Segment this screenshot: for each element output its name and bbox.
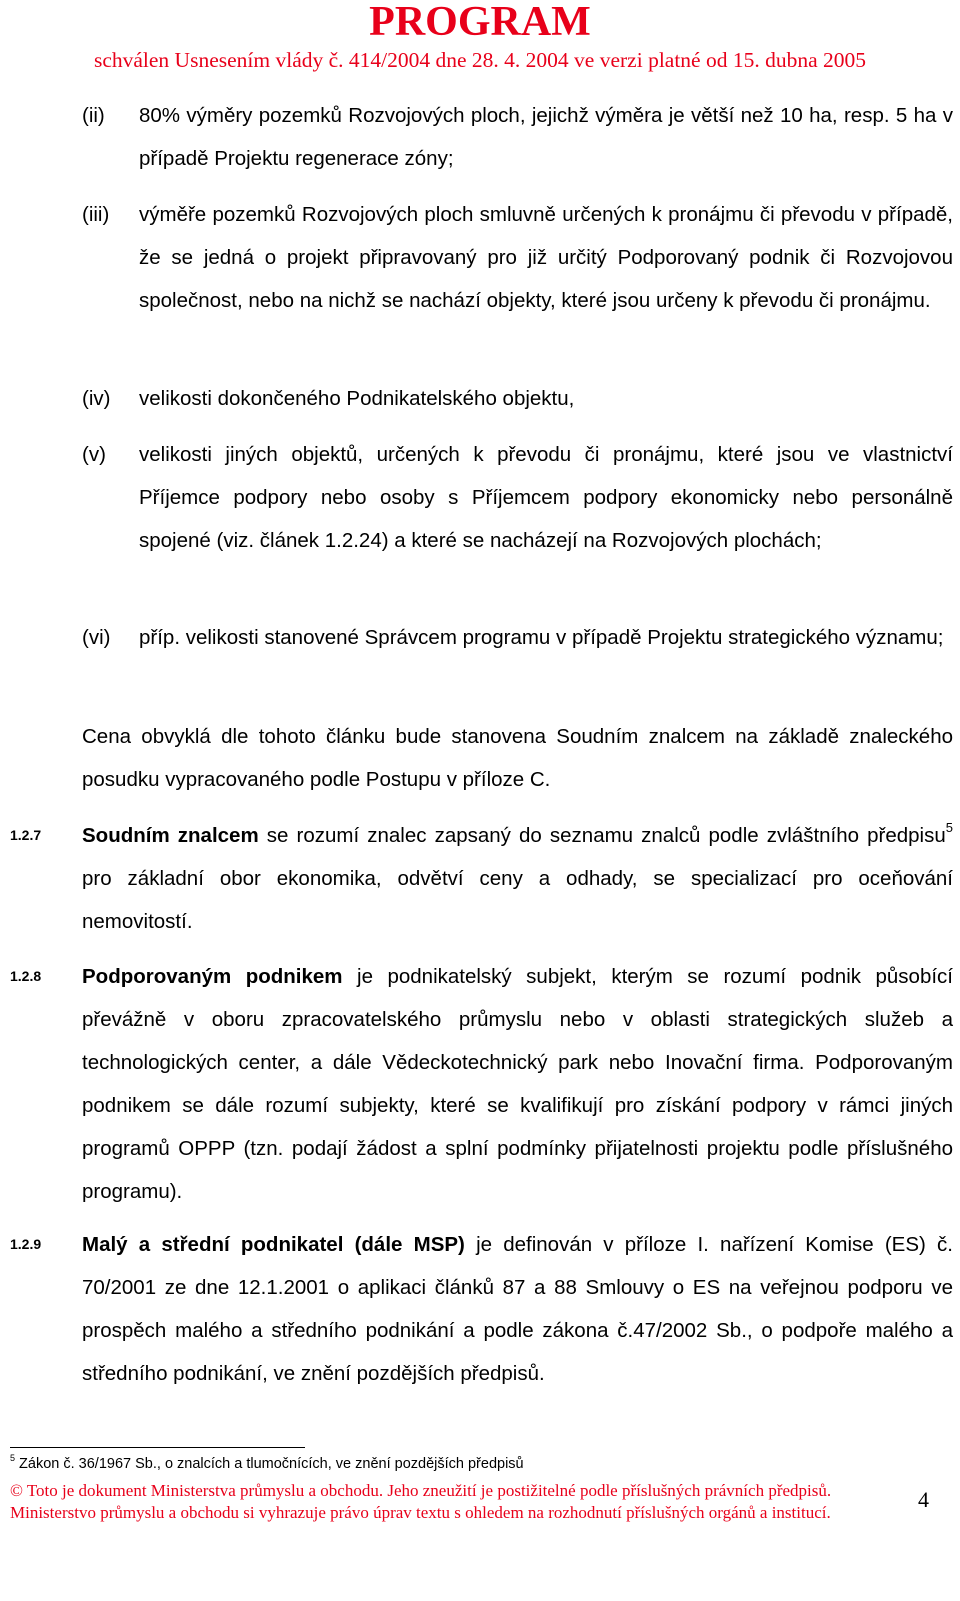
- section-text: [82, 1223, 953, 1395]
- section-body: je podnikatelský subjekt, kterým se rozumí podnik působící převážně v oboru zpracovatelského průmyslu nebo v oblasti strategických služeb a technologických center, a dále Vědeckotechnický park nebo Inovační firma. Podporovaným podnikem se dále rozumí subjekty, které se kvalifikují pro získání podpory v rámci jiných programů OPPP (tzn. podají žádost a splní podmínky přijatelnosti projektu podle příslušného programu).: [82, 965, 953, 1203]
- footnote-ref[interactable]: 5: [945, 820, 953, 836]
- section-body: se rozumí znalec zapsaný do seznamu znalců podle zvláštního předpisu: [258, 824, 946, 847]
- section-text: [82, 955, 953, 1213]
- list-item-text: příp. velikosti stanovené Správcem programu v případě Projektu strategického významu;: [139, 626, 944, 649]
- document-subtitle: schválen Usnesením vlády č. 414/2004 dne 28. 4. 2004 ve verzi platné od 15. dubna 2005: [93, 48, 867, 72]
- list-item-label: (ii): [82, 104, 105, 127]
- list-item-text: výměře pozemků Rozvojových ploch smluvně určených k pronájmu či převodu v případě, že se jedná o projekt připravovaný pro již určitý Podporovaný podnik či Rozvojovou společnost, nebo na nichž se nachází objekty, které jsou určeny k převodu či pronájmu.: [139, 203, 953, 312]
- section-body: je definován v příloze I. nařízení Komise (ES) č. 70/2001 ze dne 12.1.2001 o aplikaci článků 87 a 88 Smlouvy o ES na veřejnou podporu ve prospěch malého a středního podnikání a podle zákona č.47/2002 Sb., o podpoře malého a středního podnikání, ve znění pozdějších předpisů.: [82, 1233, 953, 1385]
- list-item-label: (vi): [82, 626, 111, 649]
- copyright-footer: [10, 1480, 900, 1523]
- section-number: 1.2.7: [10, 827, 42, 843]
- document-title: PROGRAM: [369, 0, 591, 45]
- defined-term: Malý a střední podnikatel (dále MSP): [82, 1233, 465, 1256]
- footer-line-2: Ministerstvo průmyslu a obchodu si vyhrazuje právo úprav textu s ohledem na rozhodnutí příslušných orgánů a institucí.: [10, 1503, 831, 1522]
- section-body: pro základní obor ekonomika, odvětví ceny a odhady, se specializací pro oceňování nemovitostí.: [82, 867, 953, 933]
- defined-term: Soudním znalcem: [82, 824, 259, 847]
- page-number: 4: [918, 1487, 929, 1512]
- list-item-label: (iv): [82, 387, 111, 410]
- footer-line-1: © Toto je dokument Ministerstva průmyslu a obchodu. Jeho zneužití je postižitelné podle příslušných právních předpisů.: [10, 1481, 832, 1500]
- list-item-label: (v): [82, 443, 106, 466]
- section-text: [82, 814, 953, 943]
- footnote: [10, 1455, 524, 1473]
- footnote-number: 5: [10, 1453, 16, 1464]
- closing-paragraph: Cena obvyklá dle tohoto článku bude stanovena Soudním znalcem na základě znaleckého posudku vypracovaného podle Postupu v příloze C.: [82, 725, 953, 791]
- section-number: 1.2.9: [10, 1236, 42, 1252]
- defined-term: Podporovaným podnikem: [82, 965, 343, 988]
- list-item-text: 80% výměry pozemků Rozvojových ploch, jejichž výměra je větší než 10 ha, resp. 5 ha v případě Projektu regenerace zóny;: [139, 104, 953, 170]
- list-item-text: velikosti jiných objektů, určených k převodu či pronájmu, které jsou ve vlastnictví Příjemce podpory nebo osoby s Příjemcem podpory ekonomicky nebo personálně spojené (viz. článek 1.2.24) a které se nacházejí na Rozvojových plochách;: [139, 443, 953, 552]
- footnote-separator: [10, 1447, 305, 1448]
- section-number: 1.2.8: [10, 968, 42, 984]
- list-item-text: velikosti dokončeného Podnikatelského objektu,: [139, 387, 575, 410]
- list-item-label: (iii): [82, 203, 110, 226]
- footnote-text: Zákon č. 36/1967 Sb., o znalcích a tlumočnících, ve znění pozdějších předpisů: [15, 1456, 524, 1472]
